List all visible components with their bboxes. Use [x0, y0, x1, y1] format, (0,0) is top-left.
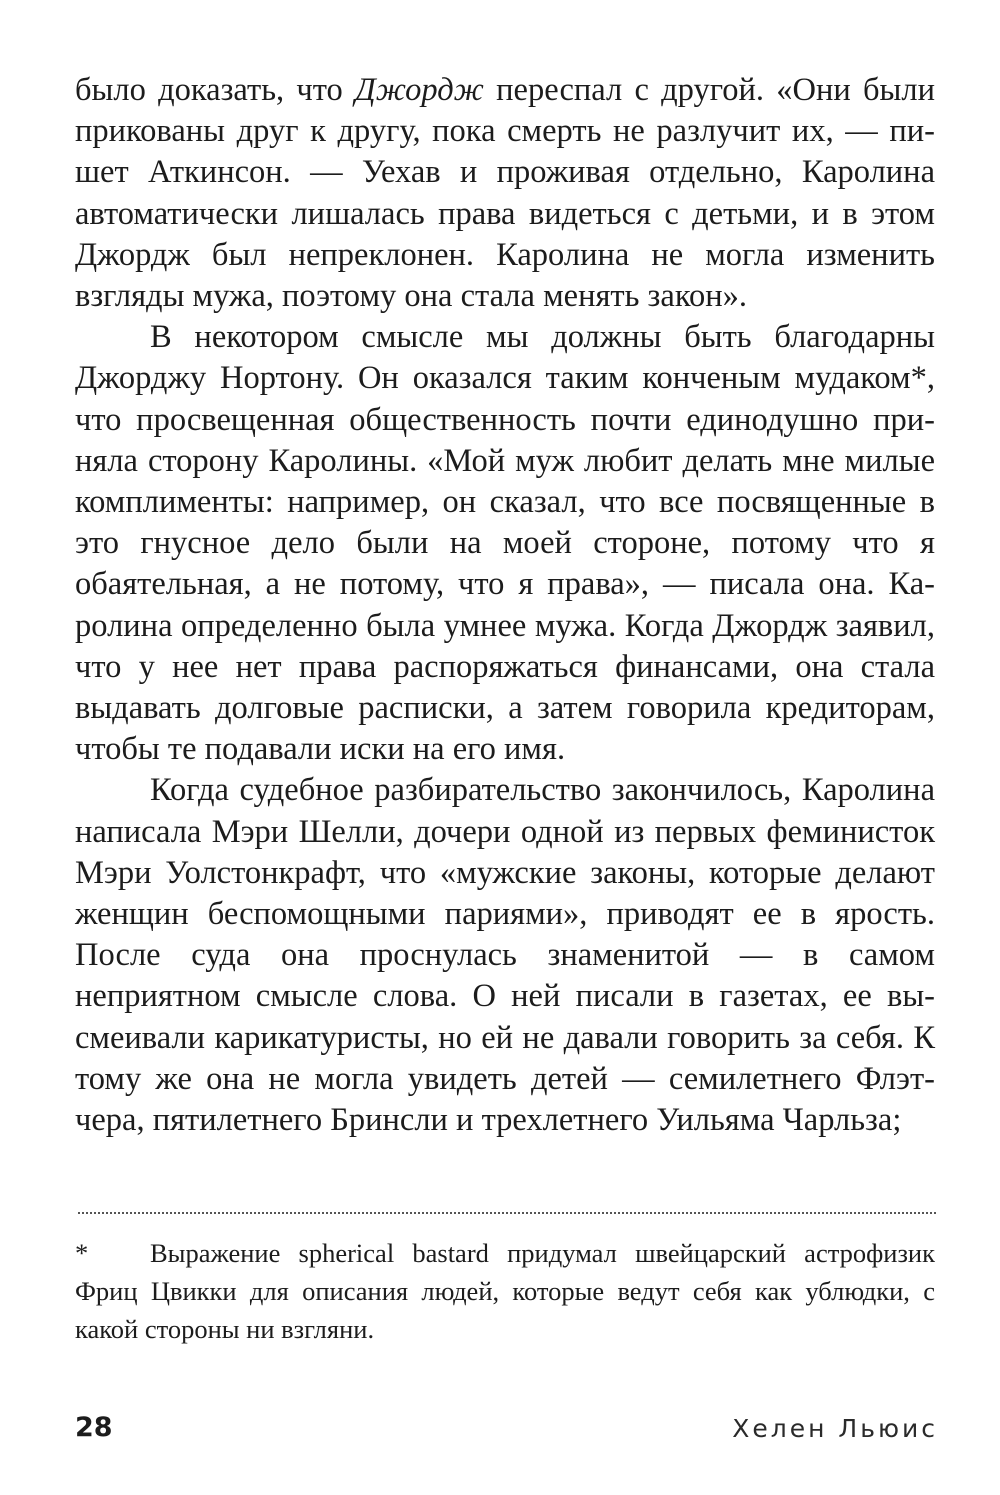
page-number: 28: [75, 1412, 113, 1443]
footnote: [75, 1234, 935, 1348]
paragraph-3: Когда судебное разбирательство закончилось, Каролина написала Мэри Шелли, дочери одной из первых феминисток Мэри Уолстонкрафт, что «мужские законы, которые делают женщин беспомощными париями», приводят ее в ярость. После суда она проснулась знаменитой — в самом неприятном смысле слова. О ней писали в газетах, ее высмеивали карикатуристы, но ей не давали говорить за себя. К тому же она не могла увидеть детей — семилетнего Флэтчера, пятилетнего Бринсли и трехлетнего Уильяма Чарльза;: [75, 772, 935, 1139]
paragraph-2: В некотором смысле мы должны быть благодарны Джорджу Нортону. Он оказался таким конченым мудаком*, что просвещенная общественность почти единодушно приняла сторону Каролины. «Мой муж любит делать мне милые комплименты: например, он сказал, что все посвященные в это гнусное дело были на моей стороне, потому что я обаятельная, а не потому, что я права», — писала она. Каролина определенно была умнее мужа. Когда Джордж заявил, что у нее нет права распоряжаться финансами, она стала выдавать долговые расписки, а затем говорила кредиторам, чтобы те подавали иски на его имя.: [75, 319, 935, 768]
paragraph-1-rest: переспал с другой. «Они были прикованы друг к другу, пока смерть не разлучит их, — пишет Аткинсон. — Уехав и проживая отдельно, Каролина автоматически лишалась права видеться с детьми, и в этом Джордж был непреклонен. Каролина не могла изменить взгляды мужа, поэтому она стала менять закон».: [75, 72, 935, 315]
footnote-paragraph: [75, 1234, 935, 1348]
italic-name: Джордж: [355, 72, 484, 108]
footnote-marker: *: [75, 1238, 89, 1268]
paragraph-1-start: было доказать, что: [75, 72, 356, 108]
running-head-author: Хелен Льюис: [732, 1414, 938, 1443]
footnote-separator: [78, 1212, 936, 1214]
footnote-text: Выражение spherical bastard придумал швейцарский астрофизик Фриц Цвикки для описания людей, которые ведут себя как ублюдки, с какой стороны ни взгляни.: [75, 1238, 935, 1344]
paragraph-1: [75, 70, 935, 317]
main-text: [75, 70, 935, 1141]
